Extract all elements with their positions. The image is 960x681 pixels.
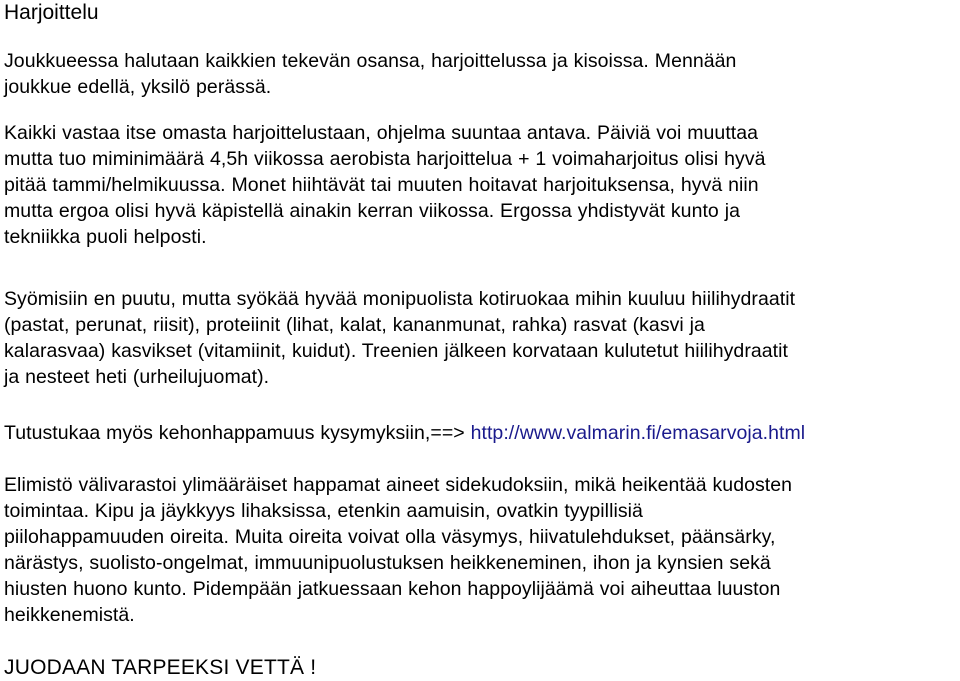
text-line: Syömisiin en puutu, mutta syökää hyvää monipuolista kotiruokaa mihin kuuluu hiilihydraatit <box>4 288 796 310</box>
text-line: joukkue edellä, yksilö perässä. <box>4 76 272 98</box>
paragraph-nutrition <box>4 286 795 390</box>
text-line: ja nesteet heti (urheilujuomat). <box>4 366 270 388</box>
paragraph-training <box>4 120 766 250</box>
closing-exhortation: JUODAAN TARPEEKSI VETTÄ ! <box>4 656 317 679</box>
text-line: tekniikka puoli helposti. <box>4 226 207 248</box>
text-line: (pastat, perunat, riisit), proteiinit (lihat, kalat, kananmunat, rahka) rasvat (kasvi ja <box>4 314 705 336</box>
text-line: Joukkueessa halutaan kaikkien tekevän osansa, harjoittelussa ja kisoissa. Mennään <box>4 50 737 72</box>
text-line: Elimistö välivarastoi ylimääräiset happamat aineet sidekudoksiin, mikä heikentää kudosten <box>4 474 793 496</box>
acidity-questions-link[interactable]: http://www.valmarin.fi/emasarvoja.html <box>470 422 806 444</box>
text-line: piilohappamuuden oireita. Muita oireita voivat olla väsymys, hiivatulehdukset, päänsärky, <box>4 526 776 548</box>
text-line: mutta tuo miminimäärä 4,5h viikossa aerobista harjoittelua + 1 voimaharjoitus olisi hyvä <box>4 148 766 170</box>
text-line: hiusten huono kunto. Pidempään jatkuessaan kehon happoylijäämä voi aiheuttaa luuston <box>4 578 781 600</box>
text-line <box>4 420 805 446</box>
page-title: Harjoittelu <box>4 1 99 24</box>
paragraph-intro <box>4 48 736 100</box>
text-line: pitää tammi/helmikuussa. Monet hiihtävät tai muuten hoitavat harjoituksensa, hyvä niin <box>4 174 759 196</box>
paragraph-link <box>4 420 805 446</box>
text-line: heikkenemistä. <box>4 604 135 626</box>
text-line: mutta ergoa olisi hyvä käpistellä ainakin kerran viikossa. Ergossa yhdistyvät kunto ja <box>4 200 740 222</box>
paragraph-acidity <box>4 472 792 628</box>
text-line: närästys, suolisto-ongelmat, immuunipuolustuksen heikkeneminen, ihon ja kynsien sekä <box>4 552 771 574</box>
text-line: Kaikki vastaa itse omasta harjoittelustaan, ohjelma suuntaa antava. Päiviä voi muuttaa <box>4 122 759 144</box>
text-line: kalarasvaa) kasvikset (vitamiinit, kuidut). Treenien jälkeen korvataan kulutetut hiilihydraatit <box>4 340 788 362</box>
text-line: toimintaa. Kipu ja jäykkyys lihaksissa, etenkin aamuisin, ovatkin tyypillisiä <box>4 500 643 522</box>
link-intro-text: Tutustukaa myös kehonhappamuus kysymyksiin,==> <box>4 422 471 444</box>
